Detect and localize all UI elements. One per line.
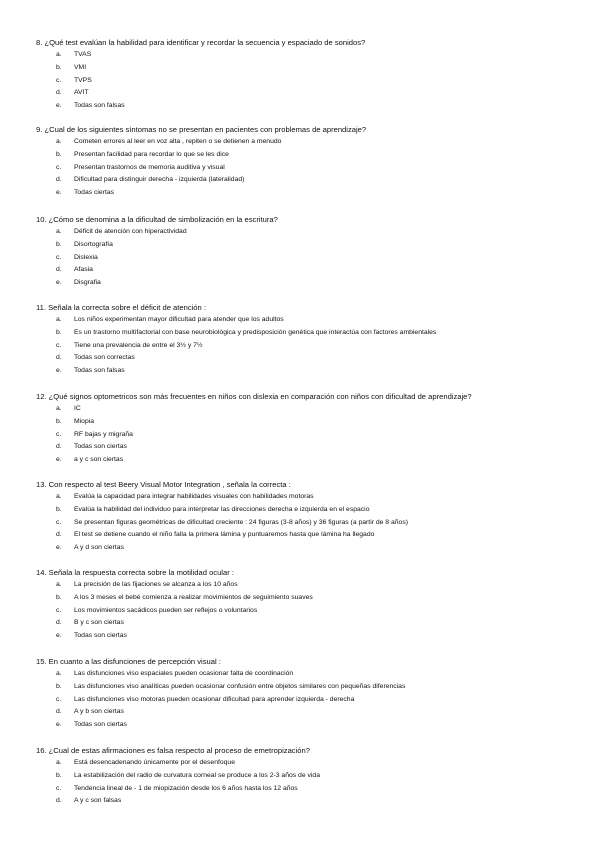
answer-option: [36, 327, 596, 340]
option-letter: c.: [56, 341, 62, 349]
option-text: a y c son ciertas: [74, 456, 124, 463]
answer-option: [36, 62, 596, 75]
answer-option: [36, 49, 596, 62]
option-text: Todas son correctas: [74, 354, 135, 362]
answer-option: [36, 314, 596, 327]
answer-option: [36, 770, 596, 783]
question-16: [36, 744, 596, 808]
option-text: Evalúa la habilidad del individuo para interpretar las direcciones derecha e izquierda en el espacio: [74, 505, 370, 513]
option-letter: d.: [56, 708, 62, 716]
answer-option: [36, 239, 596, 252]
answer-option: [36, 187, 596, 200]
option-text: Está desencadenando únicamente por el desenfoque: [74, 759, 235, 766]
option-letter: e.: [56, 367, 62, 374]
option-letter: e.: [56, 632, 62, 639]
option-text: Dificultad para distinguir derecha - izquierda (lateralidad): [74, 176, 245, 184]
answer-option: [36, 605, 596, 618]
answer-option: [36, 136, 596, 149]
option-letter: c.: [56, 518, 62, 526]
question-text: 13. Con respecto al test Beery Visual Motor Integration , señala la correcta :: [36, 480, 291, 489]
option-text: Todas son falsas: [74, 102, 125, 109]
answer-option: [36, 340, 596, 353]
answer-option: [36, 668, 596, 681]
answer-option: [36, 617, 596, 630]
option-letter: a.: [56, 316, 62, 323]
option-text: Las disfunciones viso motoras pueden ocasionar dificultad para aprender izquierda - derecha: [74, 695, 355, 703]
option-letter: b.: [56, 682, 62, 690]
option-text: Los movimientos sacádicos pueden ser reflejos o voluntarios: [74, 606, 258, 614]
option-text: Presentan facilidad para recordar lo que se les dice: [74, 150, 229, 158]
option-letter: c.: [56, 76, 62, 84]
option-text: Todas ciertas: [74, 189, 115, 196]
answer-option: [36, 630, 596, 643]
option-letter: b.: [56, 505, 62, 513]
option-text: IC: [74, 405, 81, 412]
option-text: A y d son ciertas: [74, 544, 124, 551]
option-letter: d.: [56, 797, 62, 805]
answer-option: [36, 454, 596, 467]
option-letter: a.: [56, 759, 62, 766]
option-letter: b.: [56, 771, 62, 779]
option-text: TVPS: [74, 76, 92, 84]
option-text: Dislexia: [74, 253, 98, 261]
answer-option: [36, 100, 596, 113]
option-text: Evalúa la capacidad para integrar habilidades visuales con habilidades motoras: [74, 493, 314, 500]
option-text: Déficit de atención con hiperactividad: [74, 228, 187, 235]
question-10: [36, 213, 596, 290]
option-letter: c.: [56, 695, 62, 703]
answer-option: [36, 757, 596, 770]
answer-option: [36, 504, 596, 517]
question-text: 16. ¿Cual de estas afirmaciones es falsa respecto al proceso de emetropización?: [36, 746, 310, 755]
answer-option: [36, 783, 596, 796]
answer-option: [36, 149, 596, 162]
option-letter: b.: [56, 328, 62, 336]
option-letter: a.: [56, 581, 62, 588]
option-letter: e.: [56, 102, 62, 109]
option-text: La estabilización del radio de curvatura corneal se produce a los 2-3 años de vida: [74, 771, 320, 779]
question-12: [36, 390, 596, 467]
option-text: VMI: [74, 63, 87, 71]
option-text: Tiene una prevalencia de entre el 3½ y 7½: [74, 341, 203, 349]
option-text: La precisión de las fijaciones se alcanza a los 10 años: [74, 581, 238, 588]
answer-option: [36, 542, 596, 555]
answer-option: [36, 719, 596, 732]
option-text: A y b son ciertas: [74, 708, 124, 716]
option-text: A los 3 meses el bebé comienza a realizar movimientos de seguimiento suaves: [74, 593, 313, 601]
answer-option: [36, 162, 596, 175]
option-text: Es un trastorno multifactorial con base neurobiológica y predisposición genética que interactúa con factores ambientales: [74, 328, 437, 336]
option-letter: d.: [56, 89, 62, 97]
option-text: Los niños experimentan mayor dificultad para atender que los adultos: [74, 316, 284, 323]
option-letter: a.: [56, 138, 62, 145]
answer-option: [36, 352, 596, 365]
option-text: Presentan trastornos de memoria auditiva y visual: [74, 163, 225, 171]
option-letter: c.: [56, 784, 62, 792]
answer-option: [36, 75, 596, 88]
answer-option: [36, 517, 596, 530]
option-letter: d.: [56, 354, 62, 362]
question-text: 14. Señala la respuesta correcta sobre la motilidad ocular :: [36, 568, 234, 577]
question-13: [36, 478, 596, 555]
option-text: Todas son ciertas: [74, 721, 127, 728]
option-text: Disgrafia: [74, 279, 101, 286]
question-text: 8. ¿Qué test evalúan la habilidad para identificar y recordar la secuencia y espaciado de sonidos?: [36, 38, 366, 47]
answer-option: [36, 579, 596, 592]
answer-option: [36, 365, 596, 378]
option-letter: c.: [56, 253, 62, 261]
option-letter: e.: [56, 456, 62, 463]
option-text: Las disfunciones viso espaciales pueden ocasionar falta de coordinación: [74, 670, 294, 677]
question-15: [36, 655, 596, 732]
question-text: 9. ¿Cual de los siguientes síntomas no se presentan en pacientes con problemas de aprendizaje?: [36, 125, 367, 134]
answer-option: [36, 403, 596, 416]
question-text: 10. ¿Cómo se denomina a la dificultad de simbolización en la escritura?: [36, 215, 278, 224]
answer-option: [36, 694, 596, 707]
option-text: Todas son ciertas: [74, 443, 127, 451]
answer-option: [36, 252, 596, 265]
answer-option: [36, 491, 596, 504]
option-letter: c.: [56, 606, 62, 614]
option-letter: b.: [56, 150, 62, 158]
option-letter: a.: [56, 493, 62, 500]
question-8: [36, 36, 596, 113]
option-text: El test se detiene cuando el niño falla la primera lámina y puntuaremos hasta que lámina ha llegado: [74, 531, 375, 539]
question-9: [36, 123, 596, 200]
answer-option: [36, 706, 596, 719]
answer-option: [36, 277, 596, 290]
option-letter: e.: [56, 544, 62, 551]
answer-option: [36, 174, 596, 187]
answer-option: [36, 795, 596, 808]
option-letter: d.: [56, 443, 62, 451]
option-text: B y c son ciertas: [74, 619, 124, 627]
option-letter: b.: [56, 240, 62, 248]
option-letter: d.: [56, 176, 62, 184]
answer-option: [36, 416, 596, 429]
option-letter: a.: [56, 670, 62, 677]
option-letter: d.: [56, 266, 62, 274]
option-text: Las disfunciones viso analíticas pueden ocasionar confusión entre objetos similares con pequeñas diferencias: [74, 682, 406, 690]
option-letter: a.: [56, 51, 62, 58]
option-letter: e.: [56, 279, 62, 286]
option-text: Todas son ciertas: [74, 632, 127, 639]
option-letter: e.: [56, 189, 62, 196]
option-letter: c.: [56, 163, 62, 171]
option-letter: d.: [56, 531, 62, 539]
option-letter: a.: [56, 405, 62, 412]
option-letter: d.: [56, 619, 62, 627]
answer-option: [36, 529, 596, 542]
question-text: 15. En cuanto a las disfunciones de percepción visual :: [36, 657, 221, 666]
option-text: Disortografía: [74, 240, 113, 248]
option-letter: a.: [56, 228, 62, 235]
answer-option: [36, 592, 596, 605]
question-text: 12. ¿Qué signos optometricos son más frecuentes en niños con dislexia en comparación con niños con dificultad de aprendizaje?: [36, 392, 472, 401]
option-text: Todas son falsas: [74, 367, 125, 374]
option-letter: b.: [56, 417, 62, 425]
option-text: Tendencia lineal de - 1 de miopización desde los 6 años hasta los 12 años: [74, 784, 298, 792]
answer-option: [36, 226, 596, 239]
option-letter: b.: [56, 63, 62, 71]
option-text: Afasia: [74, 266, 93, 274]
question-11: [36, 301, 596, 378]
option-text: RF bajas y migraña: [74, 430, 133, 438]
option-letter: b.: [56, 593, 62, 601]
option-text: AVIT: [74, 89, 89, 97]
answer-option: [36, 264, 596, 277]
answer-option: [36, 681, 596, 694]
answer-option: [36, 441, 596, 454]
answer-option: [36, 87, 596, 100]
question-14: [36, 566, 596, 643]
option-text: Cometen errores al leer en voz alta , repiten o se detienen a menudo: [74, 138, 282, 145]
option-text: TVAS: [74, 51, 92, 58]
option-text: Se presentan figuras geométricas de dificultad creciente : 24 figuras (3-8 años) y 36 figuras (a partir de 8 años): [74, 518, 408, 526]
option-letter: c.: [56, 430, 62, 438]
question-text: 11. Señala la correcta sobre el déficit de atención :: [36, 303, 206, 312]
answer-option: [36, 429, 596, 442]
option-letter: e.: [56, 721, 62, 728]
option-text: Miopia: [74, 417, 95, 425]
option-text: A y c son falsas: [74, 797, 122, 805]
